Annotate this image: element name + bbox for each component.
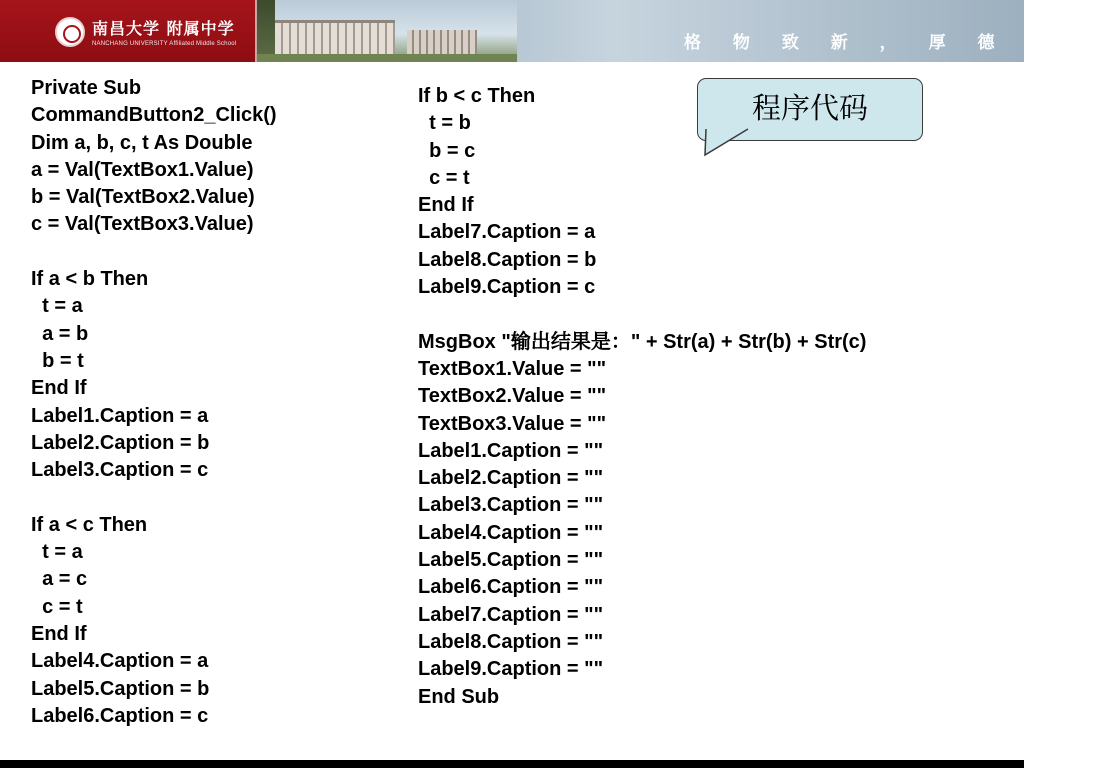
photo-building [275,20,395,57]
school-name-en: NANCHANG UNIVERSITY Affiliated Middle School [92,41,237,47]
school-logo [0,0,257,62]
code-block-right: If b < c Then t = b b = c c = t End If Label7.Caption = a Label8.Caption = b Label9.Caption = c MsgBox "输出结果是：" + Str(a) + Str(b) + Str(c) TextBox1.Value = "" TextBox2.Value = "" TextBox3.Value = "" Label1.Caption = "" Label2.Caption = "" Label3.Caption = "" Label4.Caption = "" Label5.Caption = "" Label6.Caption = "" Label7.Caption = "" Label8.Caption = "" Label9.Caption = "" End Sub [418,85,867,708]
footer-bar [0,760,1024,768]
school-name-cn: 南昌大学 附属中学 [92,19,235,38]
slide-header [0,0,1105,62]
photo-lawn [257,54,517,62]
campus-photo [257,0,517,62]
photo-tree [257,0,275,62]
photo-building-secondary [407,30,477,54]
callout-label: 程序代码 [751,91,868,125]
callout-tail [700,128,760,158]
university-seal-icon [55,17,85,47]
school-motto: 格 物 致 新 ， 厚 德 泽 人 [684,33,1105,53]
code-block-left: Private Sub CommandButton2_Click() Dim a, b, c, t As Double a = Val(TextBox1.Value) b = Val(TextBox2.Value) c = Val(TextBox3.Value) If a < b Then t = a a = b b = t End If Label1.Caption = a Label2.Caption = b Label3.Caption = c If a < c Then t = a a = c c = t End If Label4.Caption = a Label5.Caption = b Label6.Caption = c [31,77,277,727]
